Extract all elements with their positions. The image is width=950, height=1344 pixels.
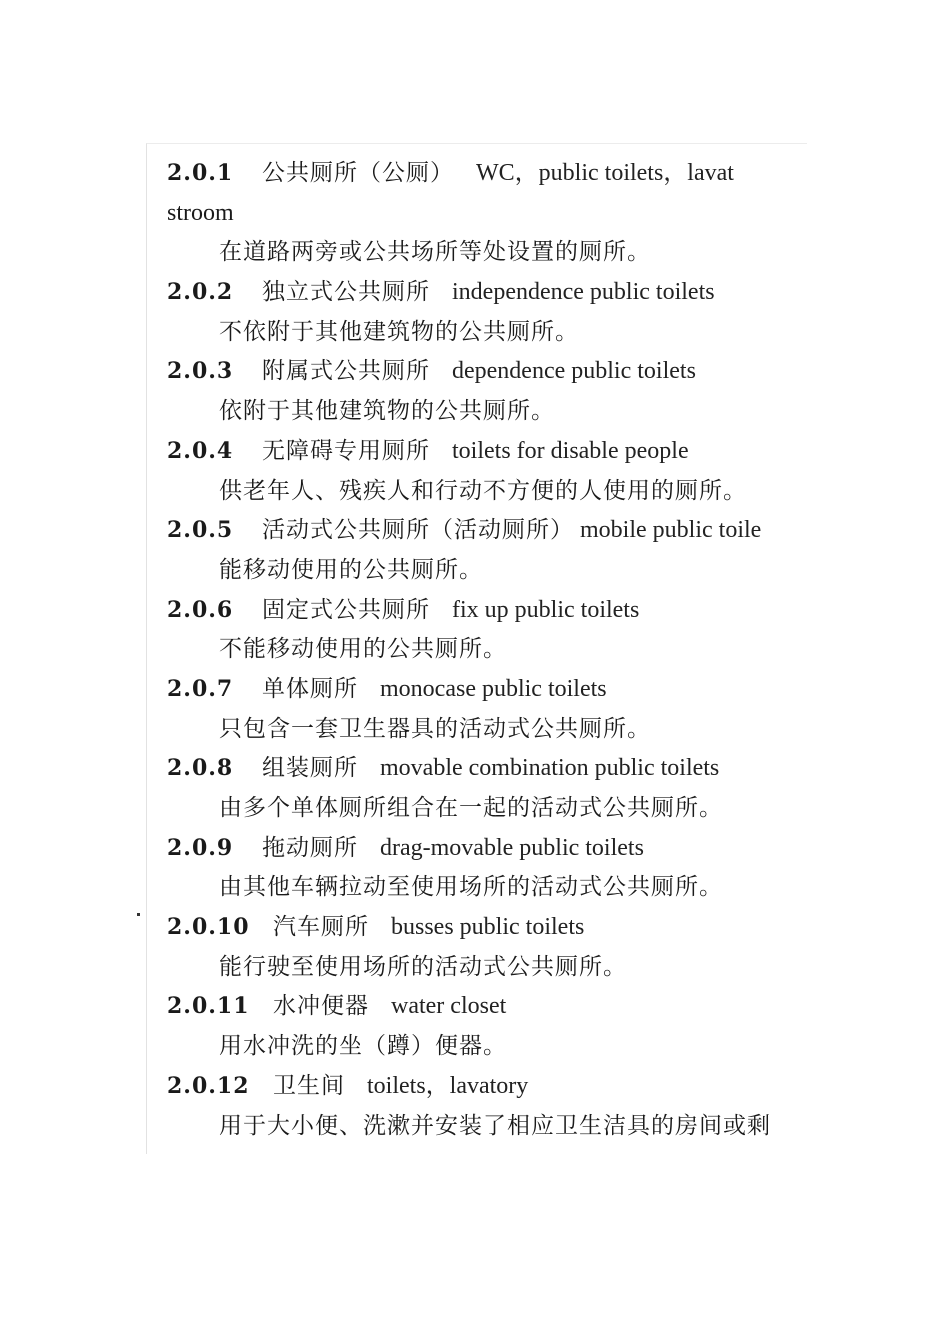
entry-definition: 在道路两旁或公共场所等处设置的厕所。 <box>219 239 651 266</box>
entry-definition: 能行驶至使用场所的活动式公共厕所。 <box>219 953 627 980</box>
entry-definition: 依附于其他建筑物的公共厕所。 <box>219 398 555 425</box>
entry-english: drag-movable public toilets <box>380 834 644 861</box>
entry-2-0-5-head <box>167 511 807 551</box>
scan-speck <box>137 913 140 916</box>
entry-definition: 用水冲洗的坐（蹲）便器。 <box>219 1033 507 1060</box>
entry-definition: 能移动使用的公共厕所。 <box>219 556 483 583</box>
entry-english: dependence public toilets <box>452 358 696 385</box>
entry-number: 2.0.8 <box>167 755 234 782</box>
entry-number: 2.0.6 <box>167 596 234 623</box>
entry-english: toilets，lavatory <box>367 1072 529 1099</box>
entry-term: 拖动厕所 <box>262 834 358 861</box>
entry-number: 2.0.5 <box>167 517 234 544</box>
entry-definition: 由多个单体厕所组合在一起的活动式公共厕所。 <box>219 795 723 821</box>
entry-2-0-1-head <box>167 154 807 194</box>
entry-number: 2.0.7 <box>167 675 234 702</box>
entry-english: monocase public toilets <box>380 675 607 702</box>
entry-definition: 不依附于其他建筑物的公共厕所。 <box>219 318 579 345</box>
entry-term: 组装厕所 <box>262 755 358 782</box>
entry-term: 固定式公共厕所 <box>262 596 430 623</box>
entry-term: 公共厕所（公厕） <box>262 160 454 186</box>
entry-definition: 由其他车辆拉动至使用场所的活动式公共厕所。 <box>219 874 723 901</box>
entry-number: 2.0.4 <box>167 437 234 464</box>
entry-number: 2.0.2 <box>167 279 234 306</box>
definitions-list <box>167 154 807 1146</box>
entry-number: 2.0.10 <box>167 914 250 941</box>
entry-definition: 不能移动使用的公共厕所。 <box>219 636 507 663</box>
entry-2-0-4-head <box>167 432 807 472</box>
entry-2-0-3-head <box>167 352 807 392</box>
entry-2-0-11-head <box>167 987 807 1027</box>
entry-definition: 只包含一套卫生器具的活动式公共厕所。 <box>219 715 651 742</box>
entry-term: 活动式公共厕所（活动厕所） <box>262 517 574 544</box>
entry-2-0-12-head <box>167 1067 807 1107</box>
entry-term: 无障碍专用厕所 <box>262 437 430 464</box>
entry-number: 2.0.3 <box>167 358 234 385</box>
page-clip <box>146 143 807 1154</box>
entry-english: WC，public toilets，lavat <box>476 160 734 186</box>
entry-english: fix up public toilets <box>452 596 640 623</box>
entry-term: 独立式公共厕所 <box>262 279 430 306</box>
entry-number: 2.0.9 <box>167 834 234 861</box>
entry-2-0-6-head <box>167 591 807 631</box>
entry-definition: 用于大小便、洗漱并安装了相应卫生洁具的房间或剩 <box>219 1112 771 1139</box>
entry-english: busses public toilets <box>391 914 585 941</box>
entry-english: toilets for disable people <box>452 437 689 464</box>
entry-english: independence public toilets <box>452 279 715 306</box>
entry-2-0-8-head <box>167 749 807 789</box>
entry-english: movable combination public toilets <box>380 755 720 782</box>
entry-english: water closet <box>391 993 507 1020</box>
entry-term: 附属式公共厕所 <box>262 358 430 385</box>
entry-2-0-9-head <box>167 829 807 869</box>
entry-number: 2.0.11 <box>167 993 250 1020</box>
entry-term: 汽车厕所 <box>273 914 369 941</box>
entry-definition: 供老年人、残疾人和行动不方便的人使用的厕所。 <box>219 477 747 504</box>
entry-term: 卫生间 <box>273 1072 345 1099</box>
entry-2-0-2-head <box>167 273 807 313</box>
entry-english: mobile public toile <box>580 517 762 544</box>
entry-2-0-10-head <box>167 908 807 948</box>
entry-2-0-7-head <box>167 670 807 710</box>
entry-number: 2.0.1 <box>167 160 234 186</box>
entry-term: 单体厕所 <box>262 675 358 702</box>
entry-english-wrap: stroom <box>167 199 234 226</box>
entry-number: 2.0.12 <box>167 1072 250 1099</box>
entry-term: 水冲便器 <box>273 993 369 1020</box>
